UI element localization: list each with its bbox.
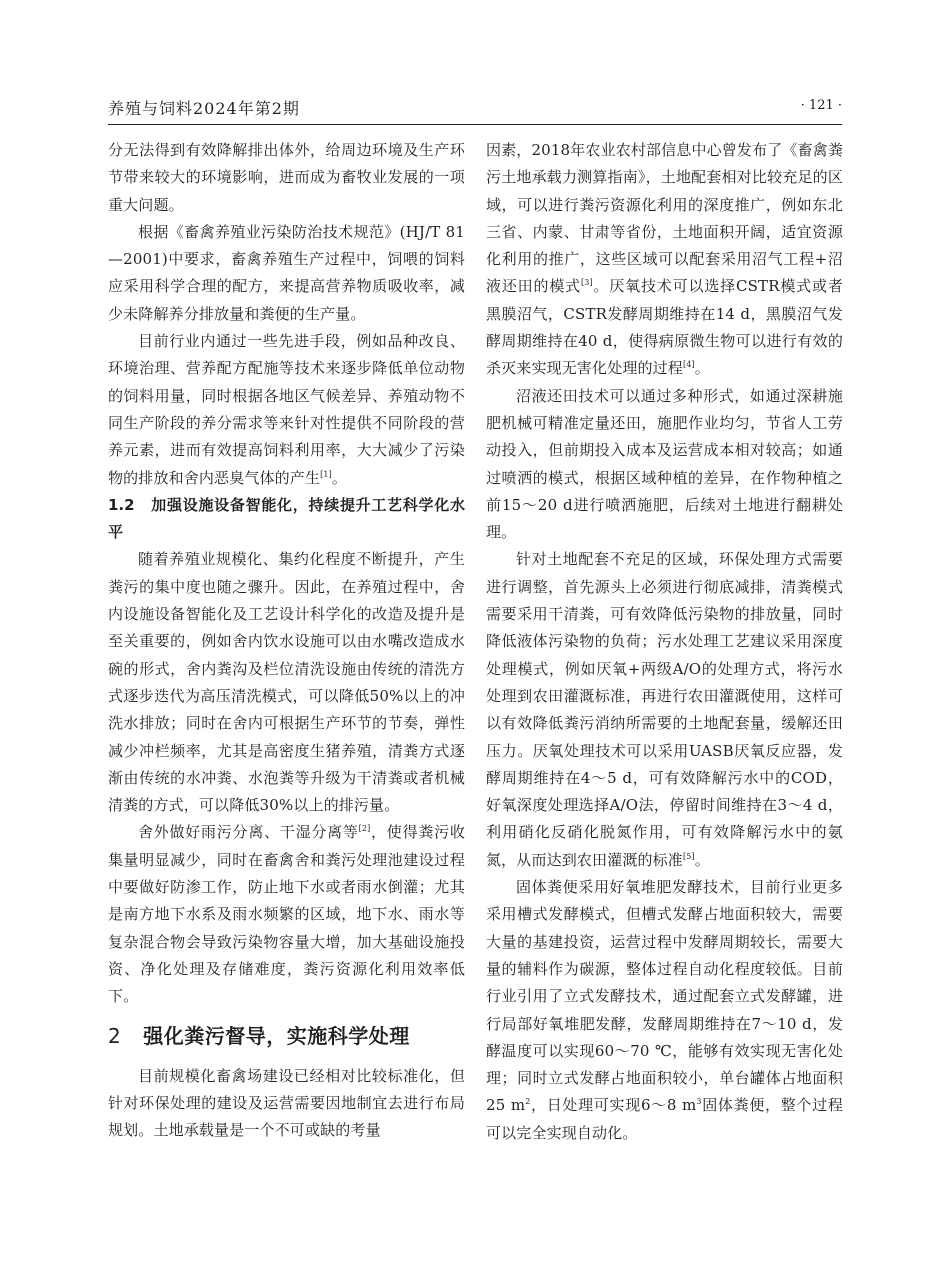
journal-issue-title: 养殖与饲料2024年第2期 <box>108 99 300 118</box>
paragraph-text: ，日处理可实现6～8 m <box>530 1096 697 1115</box>
paragraph: 根据《畜禽养殖业污染防治技术规范》(HJ/T 81—2001)中要求，畜禽养殖生产过程中，饲喂的饲料应采用科学合理的配方，来提高营养物质吸收率，减少未降解养分排放量和粪便的生产量。 <box>108 222 465 323</box>
paragraph: 随着养殖业规模化、集约化程度不断提升，产生粪污的集中度也随之骤升。因此，在养殖过程中，舍内设施设备智能化及工艺设计科学化的改造及提升是至关重要的，例如舍内饮水设施可以由水嘴改造成水碗的形式，舍内粪沟及栏位清洗设施由传统的清洗方式逐步迭代为高压清洗模式，可以降低50%以上的冲洗水排放；同时在舍内可根据生产环节的节奏，弹性减少冲栏频率，尤其是高密度生猪养殖，清粪方式逐渐由传统的水冲粪、水泡粪等升级为干清粪或者机械清粪的方式，可以降低30%以上的排污量。 <box>108 550 465 815</box>
page-number: · 121 · <box>800 98 842 113</box>
paragraph <box>108 328 465 492</box>
subsection-title: 加强设施设备智能化，持续提升工艺科学化水平 <box>108 495 465 542</box>
paragraph-text: 目前行业内通过一些先进手段，例如品种改良、环境治理、营养配方配施等技术来逐步降低单位动物的饲料用量，同时根据各地区气候差异、养殖动物不同生产阶段的养分需求等来针对性提供不同阶段的营养元素，进而有效提高饲料利用率，大大减少了污染物的排放和舍内恶臭气体的产生 <box>108 332 465 487</box>
paragraph-text: 。 <box>694 359 710 378</box>
citation-ref: [4] <box>682 360 695 370</box>
paragraph <box>486 874 843 1147</box>
paragraph-text: 因素，2018年农业农村部信息中心曾发布了《畜禽粪污土地承载力测算指南》，土地配套相对比较充足的区域，可以进行粪污资源化利用的深度推广，例如东北三省、内蒙、甘肃等省份，土地面积开阔，适宜资源化利用的推广，这些区域可以配套采用沼气工程+沼液还田的模式 <box>486 141 843 296</box>
paragraph-text: 舍外做好雨污分离、干湿分离等 <box>138 823 359 842</box>
paragraph-text: 固体粪便，整个过程可以完全实现自动化。 <box>486 1096 843 1142</box>
subsection-heading <box>108 492 465 547</box>
right-column <box>486 137 843 1147</box>
paragraph-text: 。 <box>331 468 348 487</box>
unit-superscript: 3 <box>696 1097 702 1107</box>
left-column <box>108 137 465 1144</box>
paragraph-text: ，使得粪污收集量明显减少，同时在畜禽舍和粪污处理池建设过程中要做好防渗工作，防止地下水或者雨水倒灌；尤其是南方地下水系及雨水频繁的区域，地下水、雨水等复杂混合物会导致污染物容量大增，加大基础设施投资、净化处理及存储难度，粪污资源化利用效率低下。 <box>108 823 465 1006</box>
paragraph-text: 。 <box>694 850 710 869</box>
header-rule <box>108 124 842 125</box>
citation-ref: [2] <box>358 824 371 834</box>
paragraph-text: 固体粪便采用好氧堆肥发酵技术，目前行业更多采用槽式发酵模式，但槽式发酵占地面积较大，需要大量的基建投资，运营过程中发酵周期较长，需要大量的辅料作为碳源，整体过程自动化程度较低。目前行业引用了立式发酵技术，通过配套立式发酵罐，进行局部好氧堆肥发酵，发酵周期维持在7～10 d，发酵温度可以实现60～70 ℃，能够有效实现无害化处理；同时立式发酵占地面积较小，单台罐体占地面积25 m <box>486 878 843 1115</box>
paragraph <box>486 137 843 383</box>
paragraph: 分无法得到有效降解排出体外，给周边环境及生产环节带来较大的环境影响，进而成为畜牧业发展的一项重大问题。 <box>108 141 465 214</box>
citation-ref: [1] <box>320 469 332 479</box>
paragraph <box>486 546 843 874</box>
subsection-number: 1.2 <box>108 495 135 514</box>
paragraph-text: 。厌氧技术可以选择CSTR模式或者黑膜沼气，CSTR发酵周期维持在14 d，黑膜沼气发酵周期维持在40 d，使得病原微生物可以进行有效的杀灭来实现无害化处理的过程 <box>486 277 843 378</box>
section-heading <box>108 1021 465 1051</box>
section-title: 强化粪污督导，实施科学处理 <box>143 1023 410 1048</box>
paragraph: 沼液还田技术可以通过多种形式，如通过深耕施肥机械可精准定量还田，施肥作业均匀，节省人工劳动投入，但前期投入成本及运营成本相对较高；如通过喷洒的模式，根据区域种植的差异，在作物种植之前15～20 d进行喷洒施肥，后续对土地进行翻耕处理。 <box>486 386 843 542</box>
citation-ref: [5] <box>682 851 695 861</box>
paragraph: 目前规模化畜禽场建设已经相对比较标准化，但针对环保处理的建设及运营需要因地制宜去进行布局规划。土地承载量是一个不可或缺的考量 <box>108 1066 465 1140</box>
running-header <box>108 96 842 122</box>
paragraph <box>108 819 465 1010</box>
paragraph-text: 针对土地配套不充足的区域，环保处理方式需要进行调整，首先源头上必须进行彻底减排，清粪模式需要采用干清粪，可有效降低污染物的排放量，同时降低液体污染物的负荷；污水处理工艺建议采用深度处理模式，例如厌氧+两级A/O的处理方式，将污水处理到农田灌溉标准，再进行农田灌溉使用，这样可以有效降低粪污消纳所需要的土地配套量，缓解还田压力。厌氧处理技术可以采用UASB厌氧反应器，发酵周期维持在4～5 d，可有效降解污水中的COD，好氧深度处理选择A/O法，停留时间维持在3～4 d，利用硝化反硝化脱氮作用，可有效降解污水中的氨氮，从而达到农田灌溉的标准 <box>486 550 843 869</box>
section-number: 2 <box>108 1023 122 1048</box>
unit-superscript: 2 <box>525 1097 531 1107</box>
citation-ref: [3] <box>581 278 593 288</box>
